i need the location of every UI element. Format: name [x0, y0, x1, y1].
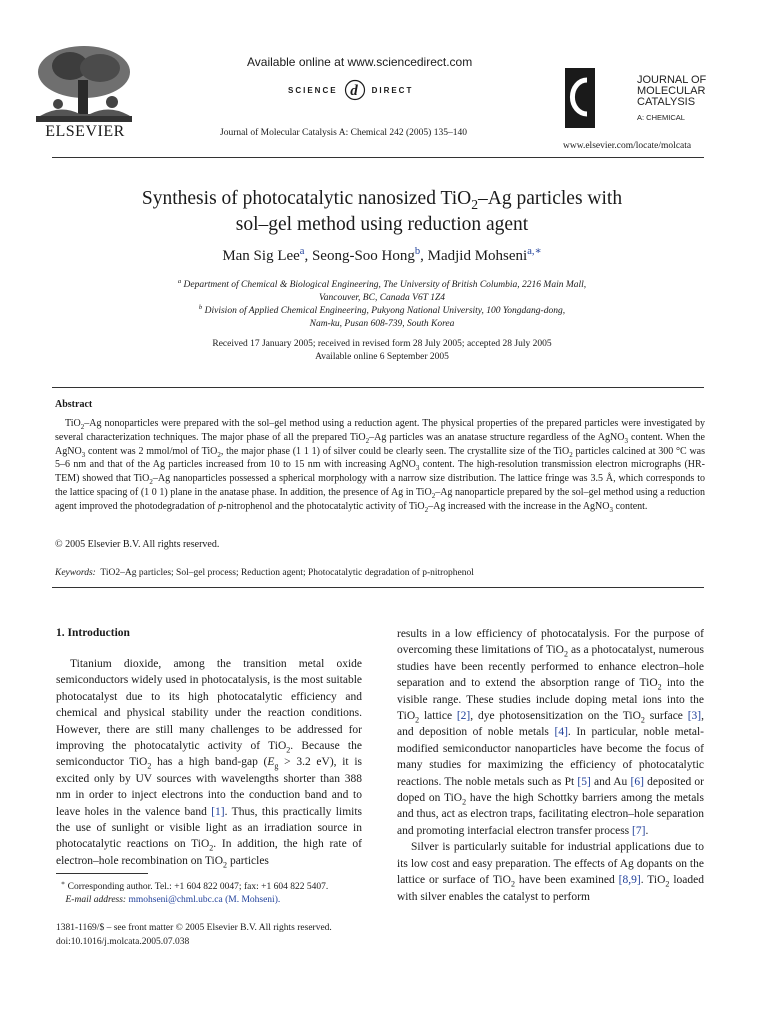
keywords: [55, 568, 474, 578]
science-word: SCIENCE: [288, 85, 338, 95]
publisher-name: ELSEVIER: [45, 123, 125, 140]
abstract-heading: Abstract: [55, 399, 93, 410]
header-divider: [52, 157, 704, 158]
abstract-top-rule: [52, 387, 704, 388]
issn-line: 1381-1169/$ – see front matter © 2005 Elsevier B.V. All rights reserved.: [56, 923, 332, 933]
sciencedirect-logo: [288, 78, 413, 102]
citation-link[interactable]: [6]: [630, 775, 644, 788]
direct-word: DIRECT: [371, 85, 414, 95]
affiliation-link[interactable]: a,: [527, 246, 535, 257]
citation-link[interactable]: [7]: [632, 824, 646, 837]
elsevier-tree-logo: [30, 44, 138, 126]
abstract-bottom-rule: [52, 587, 704, 588]
front-matter-info: [56, 922, 376, 949]
journal-logo-subtitle: A: CHEMICAL: [637, 113, 685, 122]
corresponding-author-footnote: ∗ Corresponding author. Tel.: +1 604 822 0047; fax: +1 604 822 5407. E-mail address: mmohseni@chml.ubc.ca (M. Mohseni).: [60, 879, 329, 905]
affiliation-b: $^b$ Division of Applied Chemical Engineering, Pukyong National University, 100 Yongdang-dong, Nam-ku, Pusan 608-739, South Korea: [198, 303, 566, 329]
journal-url[interactable]: www.elsevier.com/locate/molcata: [563, 141, 692, 151]
citation-link[interactable]: [8,9]: [618, 874, 641, 887]
doi-line[interactable]: doi:10.1016/j.molcata.2005.07.038: [56, 936, 190, 947]
keywords-text: TiO2–Ag particles; Sol–gel process; Reduction agent; Photocatalytic degradation of p-nitrophenol: [100, 568, 474, 578]
svg-text:d: d: [349, 83, 360, 99]
corresponding-author-link[interactable]: ∗: [534, 246, 542, 257]
citation-link[interactable]: [4]: [554, 726, 568, 739]
author-name: , Madjid Mohseni: [420, 248, 528, 264]
author-list: [52, 248, 712, 265]
keywords-label: Keywords:: [55, 568, 96, 578]
introduction-left-column: Titanium dioxide, among the transition metal oxide semiconductors widely used in photocatalysis, is the most suitable photocatalyst due to its high photocatalytic efficiency and chemical and physical stability under the reaction conditions. However, there are still many challenges to be addressed for improving the photocatalytic activity of TiO$_2$. Because the semiconductor TiO$_2$ has a high band-gap ($E_g > 3.2$ eV), it is excited only by UV sources with wavelengths shorter than 388 nm in order to inject electrons into the conduction band and to leave holes in the valence band [1]. Thus, this practically limits the use of sunlight or visible light as an irradiation source in photocatalytic reactions on TiO$_2$. In addition, the high rate of electron–hole recombination on TiO$_2$ particles: [56, 658, 363, 870]
citation-link[interactable]: [1]: [211, 805, 225, 818]
introduction-right-column: results in a low efficiency of photocatalysis. For the purpose of overcoming these limitations of TiO$_2$ as a photocatalyst, numerous studies have been recently performed to enhance electron–hole separation and to extend the absorption range of TiO$_2$ into the visible range. These studies include doping metal ions into the TiO$_2$ lattice [2], dye photosensitization on the TiO$_2$ surface [3], and deposition of noble metals [4]. In particular, noble metal-modified semiconductor nanoparticles have become the focus of many studies for maximizing the efficiency of photocatalytic reactions. The noble metals such as Pt [5] and Au [6] deposited or doped on TiO$_2$ have the high Schottky barriers among the metals and thus, act as electron traps, facilitating electron–hole separation and promoting interfacial electron transfer process [7]. Silver is particularly suitable for industrial applications due to its low cost and easy preparation. The effects of Ag dopants on the lattice or surface of TiO$_2$ have been examined [8,9]. TiO$_2$ loaded with silver enables the catalyst to perform: [397, 628, 705, 903]
journal-logo-line: JOURNAL OF: [637, 74, 707, 86]
footnote-divider: [56, 873, 148, 874]
section-heading: 1. Introduction: [56, 627, 130, 639]
abstract-text: TiO$_2$–Ag nonoparticles were prepared with the sol–gel method using a reduction agent. The physical properties of the prepared particles were investigated by several characterization techniques. The major phase of all the prepared TiO$_2$–Ag particles was an anatase structure regardless of the AgNO$_3$ content. When the AgNO$_3$ content was 2 mmol/mol of TiO$_2$, the major phase (1 1 1) of silver could be clearly seen. The crystallite size of the TiO$_2$ particles calcined at 300 °C was 5–6 nm and that of the Ag particles increased from 10 to 15 nm with increasing AgNO$_3$ content. The high-resolution transmission electron micrographs (HR-TEM) showed that TiO$_2$–Ag nanoparticles possessed a spherical morphology with a narrow size distribution. The lattice fringe was 3.5 Å, which corresponds to the lattice spacing of (1 0 1) plane in the anatase phase. In addition, the presence of Ag in TiO$_2$–Ag nanoparticle prepared by the sol–gel method using a reduction agent improved the photodegradation of p-nitrophenol and the photocatalytic activity of TiO$_2$–Ag increased with the increase in the AgNO$_3$ content.: [55, 418, 706, 514]
journal-logo-line: MOLECULAR: [637, 85, 706, 97]
email-link[interactable]: mmohseni@chml.ubc.ca (M. Mohseni).: [128, 895, 281, 905]
article-title: Synthesis of photocatalytic nanosized TiO$_2$–Ag particles with sol–gel method using reduction agent: [141, 188, 623, 235]
author-name: , Seong-Soo Hong: [304, 248, 415, 264]
affiliation-a: $^a$ Department of Chemical & Biological Engineering, The University of British Columbia, 2216 Main Mall, Vancouver, BC, Canada V6T 1Z4: [177, 277, 587, 303]
author-name: Man Sig Lee: [222, 248, 300, 264]
abstract-copyright: © 2005 Elsevier B.V. All rights reserved.: [55, 539, 220, 550]
citation-link[interactable]: [2]: [456, 710, 471, 723]
journal-reference: Journal of Molecular Catalysis A: Chemical 242 (2005) 135–140: [220, 128, 467, 138]
citation-link[interactable]: [5]: [577, 775, 591, 788]
sciencedirect-d-icon: [344, 79, 366, 101]
affiliation-link[interactable]: b: [414, 246, 421, 257]
journal-logo-title: [637, 75, 706, 108]
available-online-text[interactable]: Available online at www.sciencedirect.com: [247, 55, 473, 69]
journal-logo-line: CATALYSIS: [637, 96, 696, 108]
citation-link[interactable]: [3]: [687, 710, 702, 723]
affiliation-link[interactable]: a: [299, 246, 305, 257]
article-dates: Received 17 January 2005; received in revised form 28 July 2005; accepted 28 July 2005 Available online 6 September 2005: [212, 339, 552, 362]
